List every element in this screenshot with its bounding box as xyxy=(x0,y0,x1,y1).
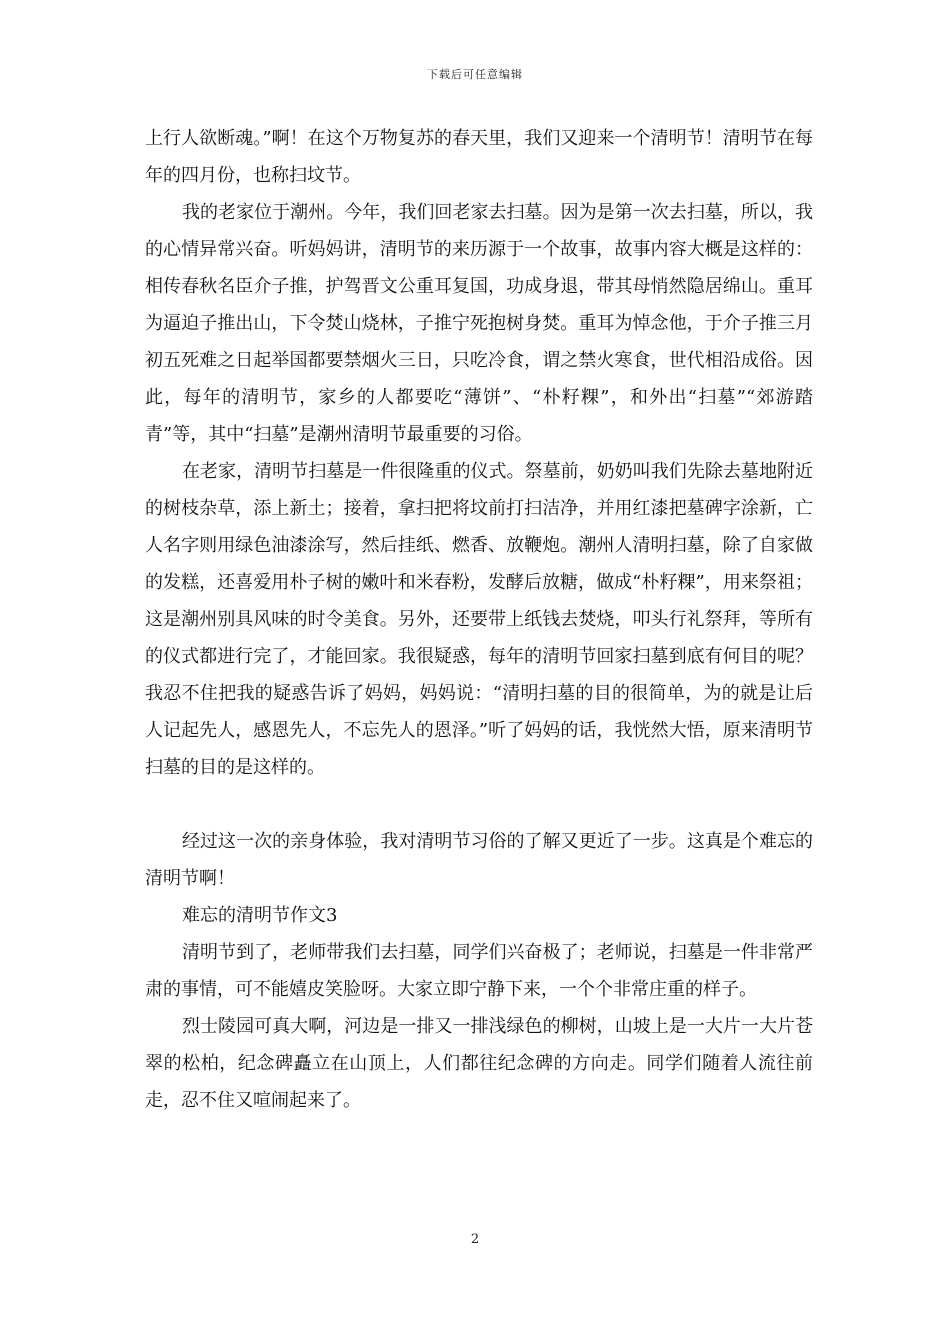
paragraph-4: 经过这一次的亲身体验，我对清明节习俗的了解又更近了一步。这真是个难忘的清明节啊！ xyxy=(145,831,813,889)
paragraph-5: 清明节到了，老师带我们去扫墓，同学们兴奋极了；老师说，扫墓是一件非常严肃的事情，可不能嬉皮笑脸呀。大家立即宁静下来，一个个非常庄重的样子。 xyxy=(145,942,813,1000)
paragraph-3: 在老家，清明节扫墓是一件很隆重的仪式。祭墓前，奶奶叫我们先除去墓地附近的树枝杂草，添上新土；接着，拿扫把将坟前打扫洁净，并用红漆把墓碑字涂新，亡人名字则用绿色油漆涂写，然后挂纸、燃香、放鞭炮。潮州人清明扫墓，除了自家做的发糕，还喜爱用朴子树的嫩叶和米春粉，发酵后放糖，做成“朴籽粿”，用来祭祖；这是潮州别具风味的时令美食。另外，还要带上纸钱去焚烧，叩头行礼祭拜，等所有的仪式都进行完了，才能回家。我很疑惑，每年的清明节回家扫墓到底有何目的呢？我忍不住把我的疑惑告诉了妈妈，妈妈说：“清明扫墓的目的很简单，为的就是让后人记起先人，感恩先人，不忘先人的恩泽。”听了妈妈的话，我恍然大悟，原来清明节扫墓的目的是这样的。 xyxy=(145,461,813,778)
document-body xyxy=(145,120,813,1119)
section-heading: 难忘的清明节作文3 xyxy=(182,905,338,926)
paragraph-gap xyxy=(145,786,813,823)
page-number: 2 xyxy=(470,1232,480,1247)
paragraph-2: 我的老家位于潮州。今年，我们回老家去扫墓。因为是第一次去扫墓，所以，我的心情异常兴奋。听妈妈讲，清明节的来历源于一个故事，故事内容大概是这样的：相传春秋名臣介子推，护驾晋文公重耳复国，功成身退，带其母悄然隐居绵山。重耳为逼迫子推出山，下令焚山烧林，子推宁死抱树身焚。重耳为悼念他，于介子推三月初五死难之日起举国都要禁烟火三日，只吃冷食，谓之禁火寒食，世代相沿成俗。因此，每年的清明节，家乡的人都要吃“薄饼”、“朴籽粿”，和外出“扫墓”“郊游踏青”等，其中“扫墓”是潮州清明节最重要的习俗。 xyxy=(145,202,813,445)
paragraph-1: 上行人欲断魂。”啊！在这个万物复苏的春天里，我们又迎来一个清明节！清明节在每年的四月份，也称扫坟节。 xyxy=(145,128,813,186)
paragraph-6: 烈士陵园可真大啊，河边是一排又一排浅绿色的柳树，山坡上是一大片一大片苍翠的松柏，纪念碑矗立在山顶上，人们都往纪念碑的方向走。同学们随着人流往前走，忍不住又喧闹起来了。 xyxy=(145,1016,813,1111)
page-header: 下载后可任意编辑 xyxy=(427,68,523,81)
